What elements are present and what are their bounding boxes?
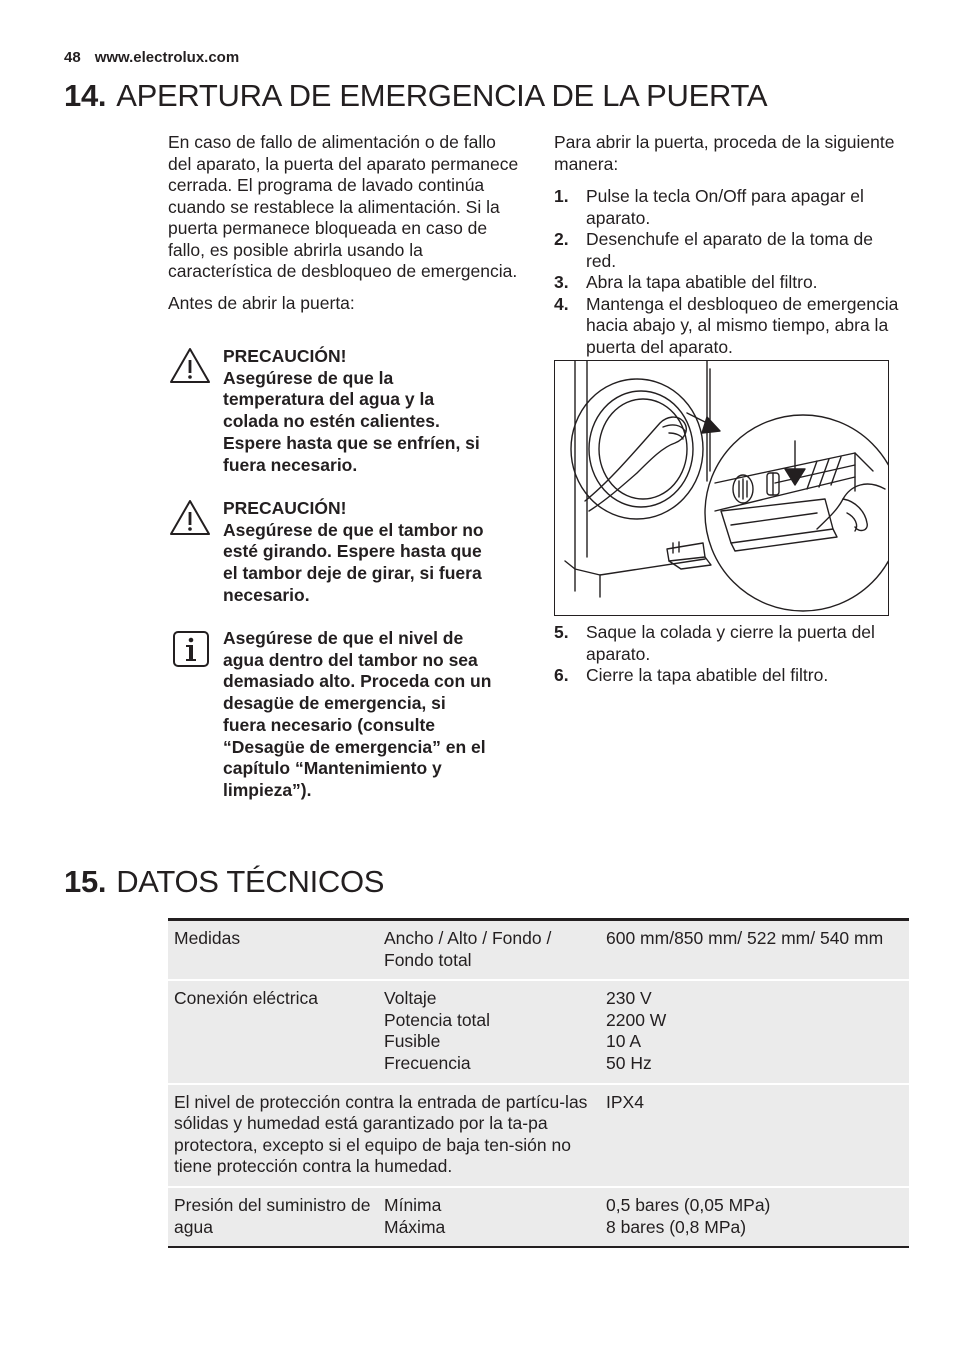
steps-column: [554, 132, 899, 358]
table-cell: Medidas: [168, 920, 378, 981]
table-cell: IPX4: [600, 1084, 909, 1187]
intro-block: [168, 132, 523, 314]
list-item: 2. Desenchufe el aparato de la toma de red.: [554, 229, 873, 271]
table-cell: Presión del suministro de agua: [168, 1187, 378, 1247]
caution-text: Asegúrese de que la temperatura del agua y la colada no estén calientes. Espere hasta que se enfríen, si fuera necesario.: [223, 367, 480, 475]
table-cell: Voltaje Potencia total Fusible Frecuencia: [378, 980, 600, 1083]
list-item: 6. Cierre la tapa abatible del filtro.: [554, 665, 829, 685]
caution-heading: PRECAUCIÓN!: [223, 346, 347, 366]
table-cell: Ancho / Alto / Fondo / Fondo total: [378, 920, 600, 981]
section-title: APERTURA DE EMERGENCIA DE LA PUERTA: [116, 78, 768, 113]
steps-after-column: [554, 622, 899, 687]
table-cell: 600 mm/850 mm/ 522 mm/ 540 mm: [600, 920, 909, 981]
technical-data-table: [168, 918, 909, 1248]
website-link[interactable]: www.electrolux.com: [94, 49, 240, 66]
table-row: [168, 1084, 909, 1187]
page-number: 48: [64, 49, 81, 66]
table-cell: Mínima Máxima: [378, 1187, 600, 1247]
section-title: DATOS TÉCNICOS: [116, 864, 385, 899]
section-15-title: [64, 864, 384, 900]
caution-text: Asegúrese de que el tambor no esté girando. Espere hasta que el tambor deje de girar, si fuera necesario.: [223, 519, 484, 605]
washing-machine-drawing: [555, 361, 889, 616]
emergency-release-illustration: [554, 360, 889, 616]
warning-triangle-icon: [168, 498, 212, 538]
before-paragraph: Antes de abrir la puerta:: [168, 292, 355, 313]
warning-triangle-icon: [168, 346, 212, 386]
section-number: 15.: [64, 864, 107, 899]
table-row: [168, 920, 909, 981]
steps-intro: Para abrir la puerta, proceda de la siguiente manera:: [554, 132, 895, 174]
list-item: 3. Abra la tapa abatible del filtro.: [554, 272, 818, 292]
info-text: Asegúrese de que el nivel de agua dentro del tambor no sea demasiado alto. Proceda con un desagüe de emergencia, si fuera necesario (consulte “Desagüe de emergencia” en el capítulo “Mantenimiento y limpieza”).: [223, 628, 492, 800]
intro-paragraph: En caso de fallo de alimentación o de fallo del aparato, la puerta del aparato permanece cerrada. El programa de lavado continúa cuando se restablece la alimentación. Si la puerta permanece bloqueada en caso de fallo, es posible abrirla usando la característica de desbloqueo de emergencia.: [168, 132, 519, 281]
table-row: [168, 1187, 909, 1247]
table-row: [168, 980, 909, 1083]
page-header: [64, 49, 239, 66]
caution-block-1: [168, 346, 498, 476]
table-cell: Conexión eléctrica: [168, 980, 378, 1083]
table-cell: El nivel de protección contra la entrada de partícu-las sólidas y humedad está garantizado por la ta-pa protectora, excepto si el equipo de baja ten-sión no tiene protección contra la humedad.: [168, 1084, 600, 1187]
caution-block-2: [168, 498, 498, 608]
info-icon: [172, 630, 216, 670]
list-item: 5. Saque la colada y cierre la puerta del aparato.: [554, 622, 875, 664]
list-item: 4. Mantenga el desbloqueo de emergencia hacia abajo y, al mismo tiempo, abra la puerta del aparato.: [554, 293, 899, 357]
list-item: 1. Pulse la tecla On/Off para apagar el aparato.: [554, 186, 864, 228]
steps-list-continued: [554, 622, 899, 687]
section-number: 14.: [64, 78, 107, 113]
table-cell: 230 V 2200 W 10 A 50 Hz: [600, 980, 909, 1083]
caution-heading: PRECAUCIÓN!: [223, 498, 347, 518]
table-cell: 0,5 bares (0,05 MPa) 8 bares (0,8 MPa): [600, 1187, 909, 1247]
info-block: [168, 628, 498, 848]
steps-list: [554, 186, 899, 358]
section-14-title: [64, 78, 767, 114]
